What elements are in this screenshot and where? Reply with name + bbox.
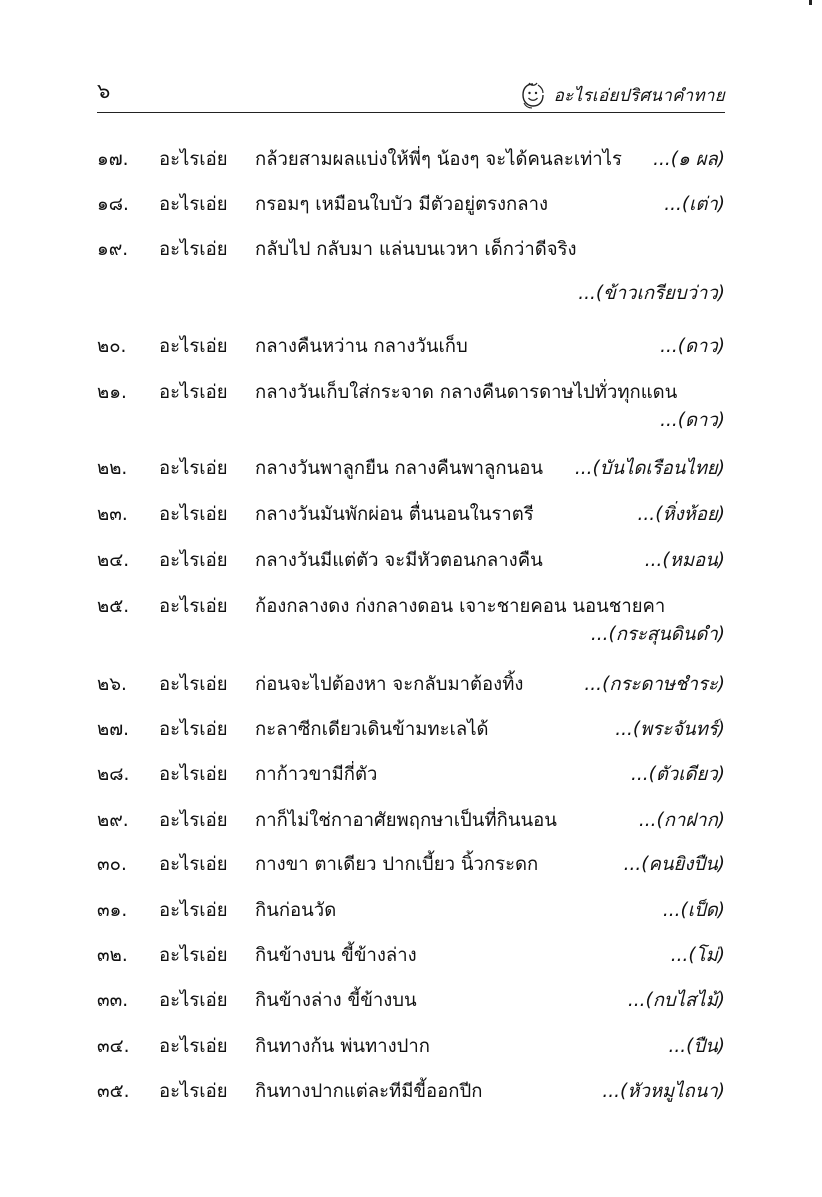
riddle-answer: ...(บันไดเรือนไทย) bbox=[574, 458, 725, 479]
riddle-question: กล้วยสามผลแบ่งให้พี่ๆ น้องๆ จะได้คนละเท่าไร bbox=[255, 149, 622, 170]
riddle-lead: อะไรเอ่ย bbox=[159, 1036, 228, 1057]
riddle-lead: อะไรเอ่ย bbox=[159, 550, 228, 571]
riddle-question: กะลาซีกเดียวเดินข้ามทะเลได้ bbox=[255, 719, 489, 740]
riddle-item bbox=[97, 454, 725, 484]
riddle-item bbox=[97, 715, 725, 745]
riddle-number: ๒๘. bbox=[97, 764, 130, 785]
riddle-lead: อะไรเอ่ย bbox=[159, 504, 228, 525]
riddle-lead: อะไรเอ่ย bbox=[159, 900, 228, 921]
riddle-number: ๓๐. bbox=[97, 854, 127, 875]
riddle-answer: ...(คนยิงปืน) bbox=[623, 854, 725, 875]
riddle-item bbox=[97, 760, 725, 790]
riddle-item bbox=[97, 332, 725, 362]
riddle-number: ๒๖. bbox=[97, 674, 127, 695]
riddle-answer: ...(เต่า) bbox=[664, 194, 725, 215]
riddle-number: ๒๕. bbox=[97, 596, 130, 617]
riddle-question: กางขา ตาเดียว ปากเบี้ยว นิ้วกระดก bbox=[255, 854, 539, 875]
riddle-number: ๒๐. bbox=[97, 336, 127, 357]
riddle-number: ๒๑. bbox=[97, 382, 127, 403]
riddle-number: ๒๙. bbox=[97, 810, 129, 831]
riddle-lead: อะไรเอ่ย bbox=[159, 674, 228, 695]
riddle-number: ๑๙. bbox=[97, 239, 129, 260]
riddle-number: ๒๗. bbox=[97, 719, 129, 740]
riddle-lead: อะไรเอ่ย bbox=[159, 149, 228, 170]
riddle-number: ๑๗. bbox=[97, 149, 129, 170]
riddle-question: ก้องกลางดง ก่งกลางดอน เจาะชายคอน นอนชายคา bbox=[255, 596, 666, 617]
riddle-item bbox=[97, 896, 725, 926]
riddle-item bbox=[97, 190, 725, 220]
riddle-question: กลางวันพาลูกยืน กลางคืนพาลูกนอน bbox=[255, 458, 543, 479]
riddle-answer: ...(กาฝาก) bbox=[638, 810, 725, 831]
riddle-question: กาก็ไม่ใช่กาอาศัยพฤกษาเป็นที่กินนอน bbox=[255, 810, 557, 831]
riddle-answer: ...(ตัวเดียว) bbox=[630, 764, 725, 785]
riddle-lead: อะไรเอ่ย bbox=[159, 990, 228, 1011]
riddle-lead: อะไรเอ่ย bbox=[159, 458, 228, 479]
riddle-question: กินข้างบน ขี้ข้างล่าง bbox=[255, 945, 417, 966]
riddle-question: กินทางปากแต่ละทีมีขี้ออกปีก bbox=[255, 1081, 483, 1102]
riddle-answer: ...(หมอน) bbox=[644, 550, 725, 571]
riddle-number: ๑๘. bbox=[97, 194, 129, 215]
riddle-item bbox=[97, 850, 725, 880]
riddle-answer: ...(ปืน) bbox=[668, 1036, 725, 1057]
riddle-question: กินข้างล่าง ขี้ข้างบน bbox=[255, 990, 417, 1011]
riddle-answer: ...(หิ่งห้อย) bbox=[637, 504, 725, 525]
riddle-lead: อะไรเอ่ย bbox=[159, 945, 228, 966]
riddle-number: ๒๒. bbox=[97, 458, 128, 479]
riddle-lead: อะไรเอ่ย bbox=[159, 239, 228, 260]
riddle-item bbox=[97, 670, 725, 700]
riddle-item bbox=[97, 500, 725, 530]
riddle-question: กินทางก้น พ่นทางปาก bbox=[255, 1036, 430, 1057]
riddle-number: ๒๓. bbox=[97, 504, 128, 525]
riddle-question: กินก่อนวัด bbox=[255, 900, 337, 921]
riddle-question: ก่อนจะไปต้องหา จะกลับมาต้องทิ้ง bbox=[255, 674, 524, 695]
riddle-lead: อะไรเอ่ย bbox=[159, 194, 228, 215]
riddle-answer: ...(พระจันทร์) bbox=[615, 719, 725, 740]
riddle-question: กลับไป กลับมา แล่นบนเวหา เด็กว่าดีจริง bbox=[255, 239, 577, 260]
riddle-question: กาก้าวขามีกี่ตัว bbox=[255, 764, 378, 785]
page-corner-mark bbox=[809, 0, 812, 5]
riddle-number: ๓๔. bbox=[97, 1036, 130, 1057]
riddle-lead: อะไรเอ่ย bbox=[159, 596, 228, 617]
riddle-number: ๓๑. bbox=[97, 900, 128, 921]
riddle-question: กลางคืนหว่าน กลางวันเก็บ bbox=[255, 336, 468, 357]
riddle-lead: อะไรเอ่ย bbox=[159, 1081, 228, 1102]
riddle-item bbox=[97, 378, 725, 431]
riddle-lead: อะไรเอ่ย bbox=[159, 719, 228, 740]
riddle-number: ๓๓. bbox=[97, 990, 129, 1011]
riddle-lead: อะไรเอ่ย bbox=[159, 336, 228, 357]
riddle-number: ๓๒. bbox=[97, 945, 128, 966]
riddle-item bbox=[97, 986, 725, 1016]
riddle-item bbox=[97, 941, 725, 971]
riddle-item bbox=[97, 806, 725, 836]
riddle-answer: ...(หัวหมูไถนา) bbox=[602, 1081, 725, 1102]
riddle-answer: ...(ข้าวเกรียบว่าว) bbox=[578, 283, 725, 304]
riddle-answer: ...(กระสุนดินดำ) bbox=[590, 624, 725, 645]
riddle-lead: อะไรเอ่ย bbox=[159, 810, 228, 831]
riddle-answer: ...(กระดาษชำระ) bbox=[584, 674, 725, 695]
riddle-question: กลางวันเก็บใส่กระจาด กลางคืนดารดาษไปทั่วทุกแดน bbox=[255, 382, 678, 403]
running-title bbox=[520, 81, 725, 109]
riddle-question: กลางวันมีแต่ตัว จะมีหัวตอนกลางคืน bbox=[255, 550, 543, 571]
riddle-item bbox=[97, 1077, 725, 1107]
riddle-item bbox=[97, 592, 725, 645]
riddle-lead: อะไรเอ่ย bbox=[159, 764, 228, 785]
riddle-answer: ...(๑ ผล) bbox=[653, 149, 725, 170]
riddle-number: ๒๔. bbox=[97, 550, 130, 571]
riddle-item bbox=[97, 546, 725, 576]
riddle-item bbox=[97, 235, 725, 304]
riddle-answer: ...(โม่) bbox=[670, 945, 725, 966]
riddle-question: กลางวันมันพักผ่อน ตื่นนอนในราตรี bbox=[255, 504, 534, 525]
smiling-face-logo-icon bbox=[520, 81, 546, 109]
riddle-answer: ...(เป็ด) bbox=[662, 900, 725, 921]
page-header bbox=[97, 80, 725, 113]
page-number: ๖ bbox=[97, 79, 111, 103]
riddle-lead: อะไรเอ่ย bbox=[159, 382, 228, 403]
riddle-lead: อะไรเอ่ย bbox=[159, 854, 228, 875]
riddle-item bbox=[97, 1032, 725, 1062]
riddle-answer: ...(ดาว) bbox=[660, 336, 725, 357]
riddle-answer: ...(กบไสไม้) bbox=[627, 990, 725, 1011]
book-title: อะไรเอ่ยปริศนาคำทาย bbox=[553, 86, 725, 106]
riddle-number: ๓๕. bbox=[97, 1081, 130, 1102]
riddle-question: กรอมๆ เหมือนใบบัว มีตัวอยู่ตรงกลาง bbox=[255, 194, 549, 215]
riddle-answer: ...(ดาว) bbox=[660, 410, 725, 431]
riddle-item bbox=[97, 145, 725, 175]
